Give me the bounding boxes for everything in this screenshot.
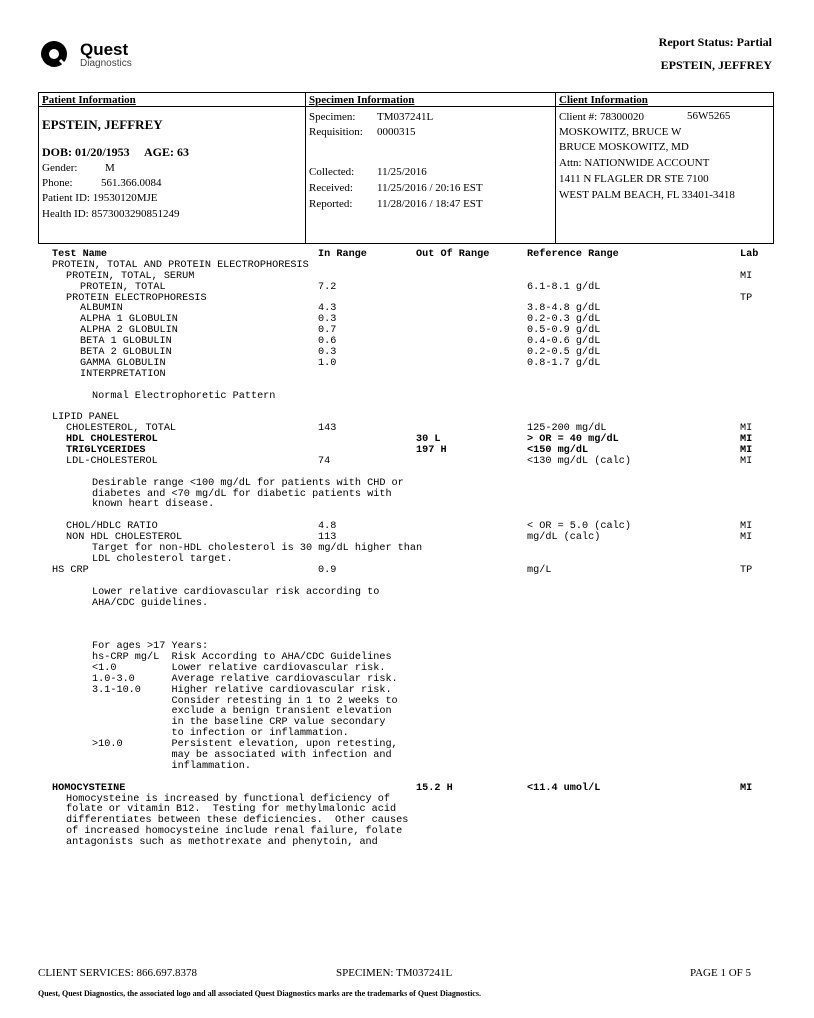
result-row (0, 620, 814, 631)
result-in-range: 4.3 (318, 303, 337, 315)
client-code: 56W5265 (687, 110, 731, 122)
result-in-range: 0.9 (318, 564, 337, 576)
result-in-range: 0.7 (318, 325, 337, 337)
result-row (0, 392, 814, 403)
result-reference-range: 0.2-0.5 g/dL (527, 347, 601, 359)
results-table (0, 250, 814, 849)
result-lab: TP (740, 564, 753, 576)
result-reference-range: 6.1-8.1 g/dL (527, 281, 601, 293)
result-reference-range: 0.4-0.6 g/dL (527, 336, 601, 348)
result-reference-range: 0.8-1.7 g/dL (527, 357, 601, 369)
result-lab: MI (740, 532, 753, 544)
result-test-name: PROTEIN ELECTROPHORESIS (66, 292, 207, 304)
box-divider (39, 106, 773, 107)
footer-trademark: Quest, Quest Diagnostics, the associated logo and all associated Quest Diagnostics marks are the trademarks of Quest Diagnostics. (38, 989, 481, 998)
result-row (0, 609, 814, 620)
result-in-range: 143 (318, 423, 337, 435)
result-reference-range: mg/dL (calc) (527, 532, 601, 544)
result-row (0, 599, 814, 610)
result-lab: MI (740, 423, 753, 435)
requisition-value: 0000315 (377, 126, 416, 138)
result-in-range: 113 (318, 532, 337, 544)
result-reference-range: > OR = 40 mg/dL (527, 434, 619, 446)
result-test-name: CHOL/HDLC RATIO (66, 521, 158, 533)
result-test-name: >10.0 Persistent elevation, upon retesting, (92, 739, 398, 751)
col-out-range: Out Of Range (416, 249, 490, 260)
result-test-name: hs-CRP mg/L Risk According to AHA/CDC Guidelines (92, 651, 392, 663)
info-box (38, 92, 774, 244)
collected-value: 11/25/2016 (377, 166, 427, 178)
result-row (0, 479, 814, 490)
result-lab: MI (740, 521, 753, 533)
result-reference-range: 0.2-0.3 g/dL (527, 314, 601, 326)
quest-logo (38, 38, 178, 78)
brand-name: Quest (80, 40, 129, 59)
result-row (0, 566, 814, 577)
result-test-name: inflammation. (92, 760, 251, 772)
footer-page: PAGE 1 OF 5 (690, 967, 752, 979)
col-test-name: Test Name (52, 249, 108, 260)
result-lab: MI (740, 455, 753, 467)
result-row (0, 457, 814, 468)
result-test-name: may be associated with infection and (92, 749, 392, 761)
result-row (0, 784, 814, 795)
brand-sub: Diagnostics (80, 58, 132, 69)
box-divider (305, 93, 306, 243)
report-status: Report Status: Partial (658, 35, 772, 49)
reported-value: 11/28/2016 / 18:47 EST (377, 198, 483, 210)
result-test-name: GAMMA GLOBULIN (80, 357, 166, 369)
patient-name-header: EPSTEIN, JEFFREY (660, 58, 772, 72)
result-test-name: PROTEIN, TOTAL, SERUM (66, 270, 195, 282)
result-test-name: NON HDL CHOLESTEROL (66, 532, 183, 544)
result-lab: MI (740, 434, 753, 446)
result-in-range: 0.6 (318, 336, 337, 348)
collected-label: Collected: (309, 166, 355, 178)
result-reference-range: < OR = 5.0 (calc) (527, 521, 631, 533)
result-row (0, 555, 814, 566)
phone-label: Phone: (42, 177, 73, 189)
patient-dob: DOB: 01/20/1953 AGE: 63 (42, 145, 190, 159)
patient-info-heading: Patient Information (42, 94, 136, 106)
result-reference-range: <11.4 umol/L (527, 782, 601, 794)
gender-label: Gender: (42, 162, 78, 174)
result-test-name: ALPHA 2 GLOBULIN (80, 325, 178, 337)
result-row (0, 838, 814, 849)
result-row (0, 762, 814, 773)
result-test-name: antagonists such as methotrexate and phenytoin, and (66, 837, 378, 849)
result-reference-range: <150 mg/dL (527, 445, 589, 457)
client-line-2: BRUCE MOSKOWITZ, MD (559, 141, 689, 153)
result-test-name: of increased homocysteine include renal failure, folate (66, 826, 403, 838)
result-row (0, 500, 814, 511)
result-in-range: 74 (318, 455, 331, 467)
result-in-range: 0.3 (318, 347, 337, 359)
specimen-label: Specimen: (309, 111, 356, 123)
result-test-name: For ages >17 Years: (92, 641, 209, 653)
result-test-name: Lower relative cardiovascular risk according to (92, 586, 380, 598)
result-test-name: AHA/CDC guidelines. (92, 597, 209, 609)
result-row (0, 283, 814, 294)
result-test-name: HDL CHOLESTEROL (66, 434, 158, 446)
result-out-of-range: 197 H (416, 445, 447, 457)
box-divider (555, 93, 556, 243)
result-test-name: folate or vitamin B12. Testing for methylmalonic acid (66, 804, 397, 816)
footer-client-services: CLIENT SERVICES: 866.697.8378 (38, 967, 198, 979)
client-number: Client #: 78300020 (559, 111, 644, 123)
result-test-name: known heart disease. (92, 499, 215, 511)
result-lab: MI (740, 782, 753, 794)
result-row (0, 675, 814, 686)
result-test-name: PROTEIN, TOTAL AND PROTEIN ELECTROPHORESIS (52, 259, 309, 271)
results-rows (0, 261, 814, 849)
result-test-name: Target for non-HDL cholesterol is 30 mg/dL higher than (92, 543, 423, 555)
patient-name: EPSTEIN, JEFFREY (42, 117, 163, 132)
phone-value: 561.366.0084 (101, 177, 162, 189)
result-test-name: HS CRP (52, 564, 89, 576)
result-in-range: 0.3 (318, 314, 337, 326)
requisition-label: Requisition: (309, 126, 363, 138)
result-test-name: to infection or inflammation. (92, 728, 349, 740)
result-reference-range: 0.5-0.9 g/dL (527, 325, 601, 337)
result-row (0, 773, 814, 784)
result-test-name: in the baseline CRP value secondary (92, 717, 386, 729)
result-test-name: LDL-CHOLESTEROL (66, 455, 158, 467)
result-test-name: 1.0-3.0 Average relative cardiovascular risk. (92, 673, 398, 685)
received-value: 11/25/2016 / 20:16 EST (377, 182, 483, 194)
result-lab: MI (740, 270, 753, 282)
result-test-name: CHOLESTEROL, TOTAL (66, 423, 177, 435)
gender-value: M (105, 162, 115, 174)
result-test-name: Desirable range <100 mg/dL for patients with CHD or (92, 477, 404, 489)
result-row (0, 686, 814, 697)
result-test-name: HOMOCYSTEINE (52, 782, 126, 794)
result-test-name: diabetes and <70 mg/dL for diabetic patients with (92, 488, 392, 500)
result-test-name: Consider retesting in 1 to 2 weeks to (92, 695, 398, 707)
result-reference-range: 125-200 mg/dL (527, 423, 607, 435)
result-test-name: LDL cholesterol target. (92, 553, 233, 565)
result-row (0, 577, 814, 588)
col-lab: Lab (740, 249, 759, 260)
result-test-name: BETA 2 GLOBULIN (80, 347, 172, 359)
result-test-name: differentiates between these deficiencies. Other causes (66, 815, 409, 827)
client-line-1: MOSKOWITZ, BRUCE W (559, 126, 682, 138)
result-test-name: exclude a benign transient elevation (92, 706, 392, 718)
col-reference: Reference Range (527, 249, 619, 260)
result-lab: TP (740, 292, 753, 304)
footer-specimen: SPECIMEN: TM037241L (336, 967, 453, 979)
result-test-name: TRIGLYCERIDES (66, 445, 146, 457)
result-test-name: 3.1-10.0 Higher relative cardiovascular risk. (92, 684, 392, 696)
result-test-name: PROTEIN, TOTAL (80, 281, 166, 293)
result-row (0, 370, 814, 381)
client-line-4: 1411 N FLAGLER DR STE 7100 (559, 173, 709, 185)
result-row (0, 381, 814, 392)
specimen-value: TM037241L (377, 111, 434, 123)
patient-id: Patient ID: 19530120MJE (42, 192, 158, 204)
health-id: Health ID: 8573003290851249 (42, 208, 180, 220)
result-test-name: ALPHA 1 GLOBULIN (80, 314, 178, 326)
result-test-name: LIPID PANEL (52, 412, 120, 424)
result-out-of-range: 15.2 H (416, 782, 453, 794)
result-test-name: ALBUMIN (80, 303, 123, 315)
result-out-of-range: 30 L (416, 434, 441, 446)
result-test-name: INTERPRETATION (80, 368, 166, 380)
result-test-name: <1.0 Lower relative cardiovascular risk. (92, 662, 386, 674)
result-test-name: Homocysteine is increased by functional deficiency of (66, 793, 391, 805)
specimen-info-heading: Specimen Information (309, 94, 415, 106)
result-test-name: Normal Electrophoretic Pattern (92, 390, 276, 402)
result-reference-range: 3.8-4.8 g/dL (527, 303, 601, 315)
received-label: Received: (309, 182, 353, 194)
client-line-5: WEST PALM BEACH, FL 33401-3418 (559, 189, 735, 201)
reported-label: Reported: (309, 198, 353, 210)
result-lab: MI (740, 445, 753, 457)
result-reference-range: mg/L (527, 564, 552, 576)
quest-logo-icon (38, 38, 70, 70)
result-row (0, 588, 814, 599)
client-line-3: Attn: NATIONWIDE ACCOUNT (559, 157, 710, 169)
result-in-range: 1.0 (318, 357, 337, 369)
client-info-heading: Client Information (559, 94, 648, 106)
result-in-range: 4.8 (318, 521, 337, 533)
result-reference-range: <130 mg/dL (calc) (527, 455, 631, 467)
result-in-range: 7.2 (318, 281, 337, 293)
result-row (0, 402, 814, 413)
col-in-range: In Range (318, 249, 367, 260)
result-test-name: BETA 1 GLOBULIN (80, 336, 172, 348)
